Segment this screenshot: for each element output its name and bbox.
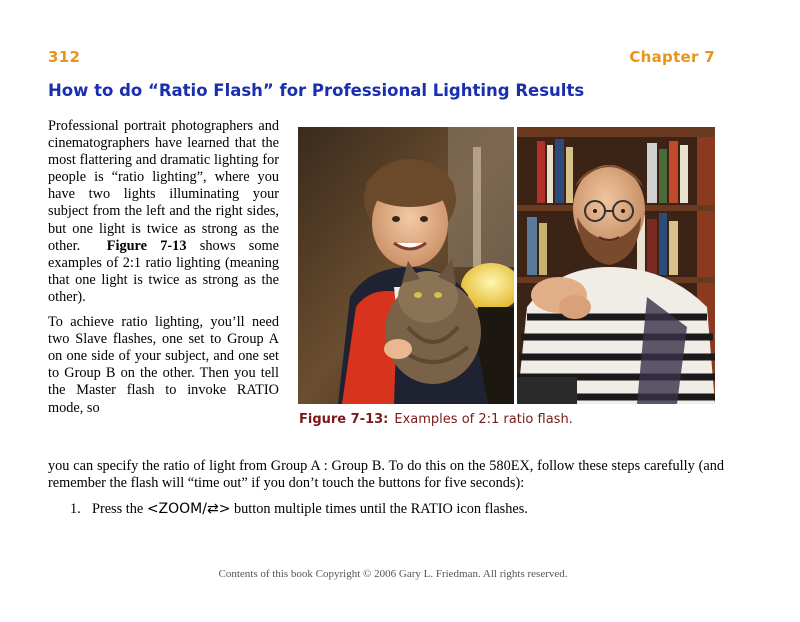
figure-label: Figure 7-13: bbox=[299, 412, 389, 427]
figure-reference: Figure 7-13 bbox=[106, 237, 187, 254]
boy-with-cat-photo bbox=[298, 127, 514, 404]
figure-7-13 bbox=[298, 127, 715, 404]
zoom-button-label: <ZOOM/⇄> bbox=[146, 501, 231, 517]
paragraph-achieve: To achieve ratio lighting, you’ll need two Slave flashes, one set to Group A on one side of your subject, and one set to Group B on the other. Then you tell the Master flash to invoke RATIO mode, so bbox=[48, 314, 279, 416]
full-width-text bbox=[48, 458, 724, 492]
step-text: Press the bbox=[92, 501, 147, 517]
copyright-footer: Contents of this book Copyright © 2006 Gary L. Friedman. All rights reserved. bbox=[218, 568, 568, 580]
paragraph-continuation: you can specify the ratio of light from Group A : Group B. To do this on the 580EX, follow these steps carefully (and remember the flash will “time out” if you don’t touch the buttons for five seconds): bbox=[48, 458, 724, 492]
section-title: How to do “Ratio Flash” for Professional Lighting Results bbox=[48, 81, 585, 100]
paragraph-text: shows some examples of 2:1 ratio lighting (meaning that one light is twice as strong as the other). bbox=[48, 237, 279, 305]
paragraph-ratio-lighting bbox=[48, 118, 279, 306]
bearded-man-photo bbox=[517, 127, 715, 404]
step-number: 1. bbox=[70, 501, 81, 517]
paragraph-text: Professional portrait photographers and cinematographers have learned that the most flattering and dramatic lighting for people is “ratio lighting”, where you have two lights illuminating your subject from the left and the right sides, but one light is twice as strong as the other. bbox=[48, 118, 279, 254]
step-text: button multiple times until the RATIO icon flashes. bbox=[230, 501, 528, 517]
page-number: 312 bbox=[48, 48, 81, 66]
step-1 bbox=[70, 501, 528, 518]
figure-caption bbox=[299, 412, 573, 427]
chapter-label: Chapter 7 bbox=[629, 48, 715, 66]
figure-caption-text: Examples of 2:1 ratio flash. bbox=[394, 412, 573, 427]
text-column bbox=[48, 118, 279, 425]
